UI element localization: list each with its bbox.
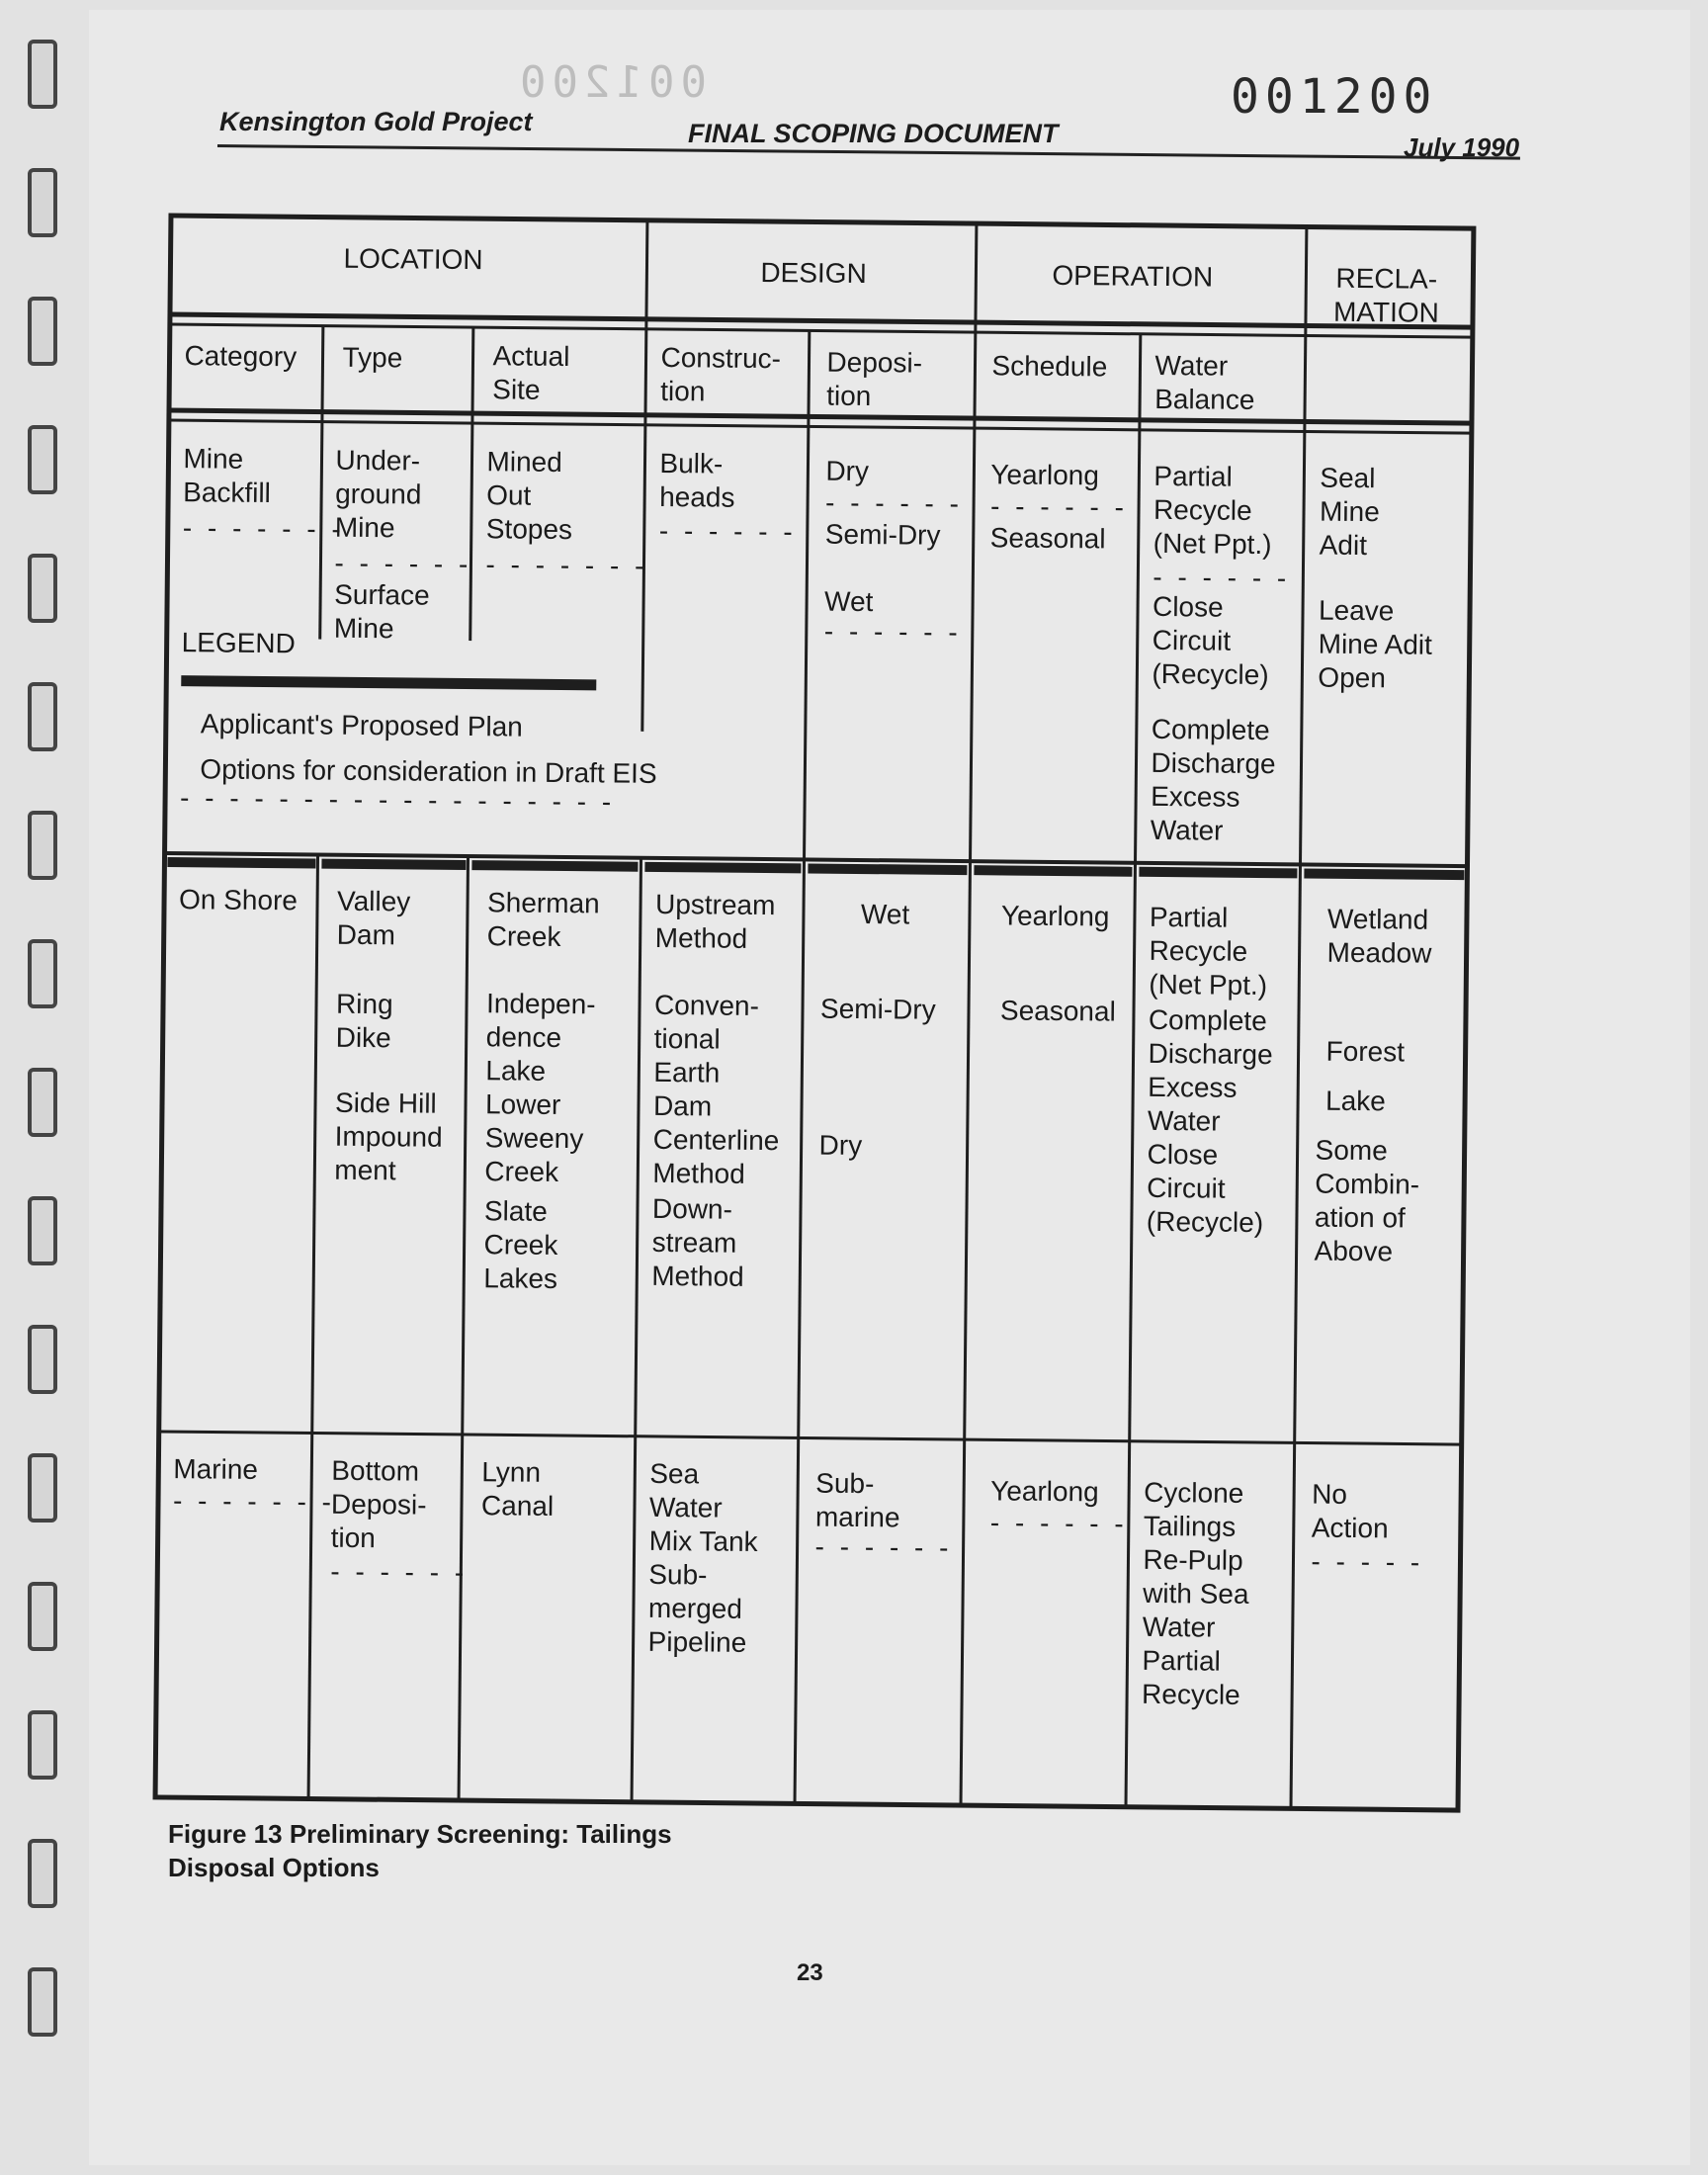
onshore-reclamation-forest: Forest bbox=[1325, 1035, 1406, 1068]
onshore-water-partial: Partial Recycle (Net Ppt.) bbox=[1149, 901, 1268, 1001]
group-reclamation: RECLA- MATION bbox=[1332, 262, 1440, 328]
show-through-number: 001200 bbox=[514, 57, 707, 108]
figure-caption: Figure 13 Preliminary Screening: Tailings Disposal Options bbox=[168, 1819, 672, 1882]
document-number: 001200 bbox=[1231, 69, 1438, 125]
mine-water-dash: - - - - - - bbox=[1153, 561, 1291, 594]
binding-hole bbox=[28, 40, 57, 109]
mine-water-partial: Partial Recycle (Net Ppt.) bbox=[1153, 460, 1272, 561]
binding-hole bbox=[28, 1839, 57, 1908]
screening-table bbox=[152, 213, 1493, 1832]
legend-options-dash: - - - - - - - - - - - - - - - - - - bbox=[179, 782, 616, 818]
binding-hole bbox=[28, 939, 57, 1008]
onshore-schedule-seasonal: Seasonal bbox=[999, 995, 1116, 1027]
binding-hole bbox=[28, 1453, 57, 1522]
marine-reclamation-dash: - - - - - bbox=[1311, 1545, 1424, 1578]
mine-construction: Bulk- heads bbox=[659, 447, 735, 513]
onshore-reclamation-wetland: Wetland Meadow bbox=[1326, 903, 1432, 969]
marine-category: Marine bbox=[173, 1453, 259, 1485]
col-schedule: Schedule bbox=[991, 350, 1108, 383]
mine-deposition-dash-1: - - - - - - bbox=[824, 486, 964, 520]
mine-deposition-dry: Dry bbox=[825, 455, 870, 487]
col-category: Category bbox=[184, 340, 298, 373]
onshore-deposition-dry: Dry bbox=[818, 1129, 863, 1162]
mine-water-complete: Complete Discharge Excess Water bbox=[1150, 713, 1276, 846]
mine-deposition-semi-dry: Semi-Dry bbox=[824, 518, 941, 551]
mine-site-dash: - - - - - - - bbox=[485, 549, 648, 581]
binding-hole bbox=[28, 425, 57, 494]
marine-type: Bottom Deposi- tion bbox=[330, 1454, 427, 1554]
binding-hole bbox=[28, 1710, 57, 1780]
marine-type-dash: - - - - - - bbox=[330, 1555, 469, 1589]
binding-hole bbox=[28, 1582, 57, 1651]
onshore-site-slate: Slate Creek Lakes bbox=[483, 1195, 558, 1294]
mine-type-surface: Surface Mine bbox=[333, 578, 430, 645]
binding-hole bbox=[28, 297, 57, 366]
mine-schedule-yearlong: Yearlong bbox=[990, 459, 1100, 491]
legend-proposed: Applicant's Proposed Plan bbox=[200, 708, 523, 742]
mine-category-dash: - - - - - - - bbox=[182, 512, 345, 545]
col-construction: Construc- tion bbox=[660, 341, 782, 407]
header-project: Kensington Gold Project bbox=[219, 107, 533, 136]
onshore-construction-centerline: Centerline Method bbox=[652, 1123, 780, 1189]
col-deposition: Deposi- tion bbox=[826, 346, 923, 412]
header-date: July 1990 bbox=[1404, 132, 1520, 162]
mine-schedule-seasonal: Seasonal bbox=[989, 522, 1106, 555]
onshore-type-ring: Ring Dike bbox=[335, 988, 393, 1054]
mine-deposition-wet: Wet bbox=[823, 585, 874, 618]
header-document-title: FINAL SCOPING DOCUMENT bbox=[688, 119, 1059, 148]
legend-options: Options for consideration in Draft EIS bbox=[200, 753, 657, 789]
binding-hole bbox=[28, 811, 57, 880]
marine-category-dash: - - - - - - - bbox=[172, 1485, 336, 1518]
mine-deposition-dash-2: - - - - - - bbox=[823, 615, 962, 649]
col-type: Type bbox=[342, 341, 403, 374]
marine-construction: Sea Water Mix Tank Sub- merged Pipeline bbox=[647, 1457, 758, 1658]
onshore-deposition-semi-dry: Semi-Dry bbox=[819, 993, 936, 1025]
group-location: LOCATION bbox=[343, 242, 483, 276]
col-water-balance: Water Balance bbox=[1154, 349, 1255, 415]
binding-hole bbox=[28, 1196, 57, 1265]
onshore-deposition-wet: Wet bbox=[860, 899, 910, 930]
mine-construction-dash: - - - - - - bbox=[658, 514, 797, 548]
mine-reclamation-leave: Leave Mine Adit Open bbox=[1318, 594, 1433, 694]
marine-schedule-dash: - - - - - - bbox=[989, 1507, 1128, 1539]
marine-water: Cyclone Tailings Re-Pulp with Sea Water Partial Recycle bbox=[1141, 1476, 1249, 1710]
legend-proposed-bar bbox=[181, 675, 596, 690]
mine-reclamation-seal: Seal Mine Adit bbox=[1319, 462, 1380, 562]
col-actual-site: Actual Site bbox=[492, 340, 570, 405]
mine-type-dash: - - - - - - bbox=[334, 547, 472, 580]
mine-type: Under- ground Mine bbox=[334, 444, 422, 544]
binding-hole bbox=[28, 554, 57, 623]
marine-reclamation: No Action bbox=[1311, 1478, 1389, 1544]
marine-deposition-dash: - - - - - - bbox=[814, 1530, 953, 1563]
binding-hole bbox=[28, 1967, 57, 2037]
binding-hole bbox=[28, 168, 57, 237]
onshore-construction-upstream: Upstream Method bbox=[654, 888, 776, 954]
onshore-category: On Shore bbox=[178, 884, 299, 916]
onshore-type-valley: Valley Dam bbox=[336, 885, 411, 951]
onshore-site-sweeny: Lower Sweeny Creek bbox=[484, 1088, 584, 1187]
group-operation: OPERATION bbox=[1052, 259, 1214, 293]
onshore-site-sherman: Sherman Creek bbox=[486, 887, 600, 952]
mine-schedule-dash: - - - - - - bbox=[989, 490, 1129, 523]
mine-site: Mined Out Stopes bbox=[485, 446, 573, 546]
onshore-schedule-yearlong: Yearlong bbox=[1000, 900, 1110, 932]
onshore-type-sidehill: Side Hill Impound ment bbox=[334, 1087, 443, 1186]
onshore-site-independence: Indepen- dence Lake bbox=[485, 988, 596, 1087]
binding-hole bbox=[28, 1325, 57, 1394]
onshore-reclamation-lake: Lake bbox=[1324, 1085, 1386, 1117]
marine-schedule: Yearlong bbox=[990, 1475, 1099, 1508]
onshore-water-complete: Complete Discharge Excess Water bbox=[1147, 1003, 1273, 1137]
mine-water-close: Close Circuit (Recycle) bbox=[1152, 590, 1269, 691]
binding-hole bbox=[28, 1068, 57, 1137]
group-design: DESIGN bbox=[760, 256, 867, 290]
marine-site: Lynn Canal bbox=[480, 1456, 555, 1522]
binding-hole bbox=[28, 682, 57, 751]
onshore-construction-downstream: Down- stream Method bbox=[651, 1192, 744, 1292]
mine-category: Mine Backfill bbox=[183, 443, 272, 509]
onshore-reclamation-some: Some Combin- ation of Above bbox=[1314, 1134, 1420, 1267]
marine-deposition: Sub- marine bbox=[814, 1467, 900, 1533]
legend-title: LEGEND bbox=[181, 627, 296, 659]
onshore-construction-conventional: Conven- tional Earth Dam bbox=[652, 989, 760, 1122]
onshore-water-close: Close Circuit (Recycle) bbox=[1146, 1138, 1264, 1239]
page-number: 23 bbox=[797, 1959, 823, 1986]
